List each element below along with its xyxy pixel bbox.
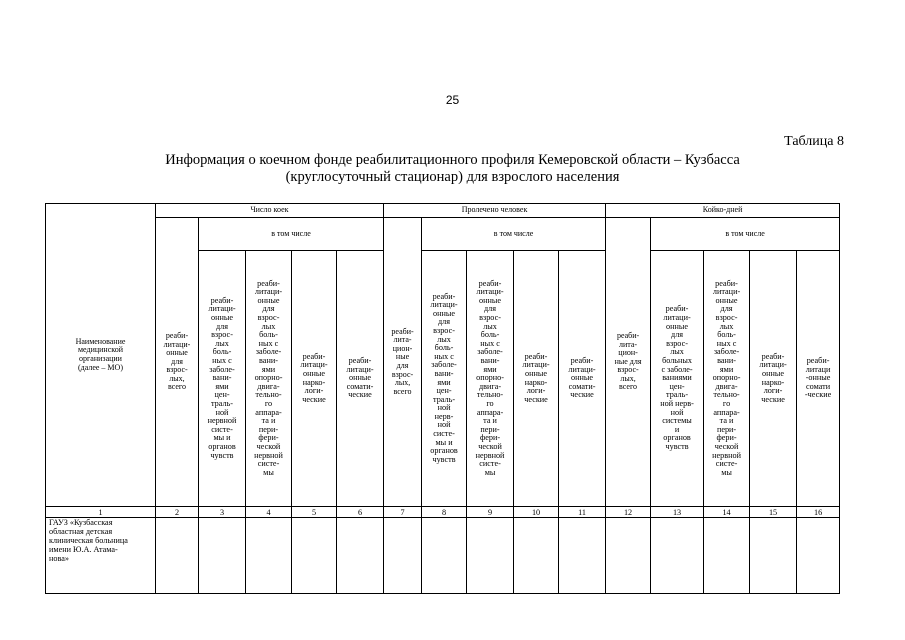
beds-including-label: в том числе — [199, 218, 384, 251]
beds-total-header: реаби- литаци- онные для взрос- лых, всего — [156, 218, 199, 507]
col-num: 4 — [246, 507, 292, 518]
data-cell — [704, 518, 750, 594]
data-cell — [292, 518, 337, 594]
table-row — [46, 518, 840, 594]
col-num: 16 — [797, 507, 840, 518]
col-num: 5 — [292, 507, 337, 518]
beds-musculoskeletal-header: реаби- литаци- онные для взрос- лых боль- ных с заболе- вани- ями опорно- двига- тельно- го аппара- та и пери- фери- ческой нервной систе- мы — [246, 251, 292, 507]
data-cell — [384, 518, 422, 594]
col-num: 3 — [199, 507, 246, 518]
treated-somatic-header: реаби- литаци- онные сомати- ческие — [559, 251, 606, 507]
col-num: 9 — [467, 507, 514, 518]
page-number: 25 — [445, 93, 460, 107]
treated-cns-header: реаби- литаци- онные для взрос- лых боль- ных с заболе- вани- ями цен- траль- ной нерв- ной систе- мы и органов чувств — [422, 251, 467, 507]
treated-narcological-header: реаби- литаци- онные нарко- логи- ческие — [514, 251, 559, 507]
header-org-name: Наименование медицинской организации (далее – МО) — [46, 204, 156, 507]
col-num: 7 — [384, 507, 422, 518]
bed-days-musculoskeletal-header: реаби- литаци- онные для взрос- лых боль- ных с заболе- вани- ями опорно- двига- тельно- го аппара- та и пери- фери- ческой нервной систе- мы — [704, 251, 750, 507]
data-cell — [337, 518, 384, 594]
col-num: 10 — [514, 507, 559, 518]
bed-days-narcological-header: реаби- литаци- онные нарко- логи- ческие — [750, 251, 797, 507]
table-title — [0, 152, 905, 186]
title-line-2: (круглосуточный стационар) для взрослого населения — [285, 169, 620, 185]
col-num: 2 — [156, 507, 199, 518]
col-num: 12 — [606, 507, 651, 518]
col-num: 13 — [651, 507, 704, 518]
data-cell — [156, 518, 199, 594]
col-num: 1 — [46, 507, 156, 518]
bed-days-somatic-header: реаби- литаци -онные сомати -ческие — [797, 251, 840, 507]
col-num: 8 — [422, 507, 467, 518]
data-cell — [750, 518, 797, 594]
data-cell — [651, 518, 704, 594]
data-cell — [797, 518, 840, 594]
data-cell — [606, 518, 651, 594]
col-num: 15 — [750, 507, 797, 518]
group-treated: Пролечено человек — [384, 204, 606, 218]
group-bed-days: Койко-дней — [606, 204, 840, 218]
bed-days-cns-header: реаби- литаци- онные для взрос- лых больных с заболе- ваниями цен- траль- ной нерв- ной системы и органов чувств — [651, 251, 704, 507]
data-cell — [422, 518, 467, 594]
beds-narcological-header: реаби- литаци- онные нарко- логи- ческие — [292, 251, 337, 507]
data-cell — [246, 518, 292, 594]
column-number-row — [46, 507, 840, 518]
treated-musculoskeletal-header: реаби- литаци- онные для взрос- лых боль- ных с заболе- вани- ями опорно- двига- тельно- го аппара- та и пери- фери- ческой нервной систе- мы — [467, 251, 514, 507]
beds-cns-header: реаби- литаци- онные для взрос- лых боль- ных с заболе- вани- ями цен- траль- ной нервной систе- мы и органов чувств — [199, 251, 246, 507]
col-num: 11 — [559, 507, 606, 518]
bed-fund-table — [45, 203, 840, 594]
group-beds: Число коек — [156, 204, 384, 218]
col-num: 14 — [704, 507, 750, 518]
data-cell — [467, 518, 514, 594]
table-label: Таблица 8 — [784, 134, 844, 149]
beds-somatic-header: реаби- литаци- онные сомати- ческие — [337, 251, 384, 507]
title-line-1: Информация о коечном фонде реабилитационного профиля Кемеровской области – Кузбасса — [165, 152, 740, 168]
header-row-groups — [46, 204, 840, 218]
treated-total-header: реаби- лита- цион- ные для взрос- лых, всего — [384, 218, 422, 507]
data-cell — [559, 518, 606, 594]
data-cell — [514, 518, 559, 594]
data-cell — [199, 518, 246, 594]
treated-including-label: в том числе — [422, 218, 606, 251]
header-row-sub — [46, 218, 840, 251]
bed-days-including-label: в том числе — [651, 218, 840, 251]
bed-days-total-header: реаби- лита- цион- ные для взрос- лых, всего — [606, 218, 651, 507]
org-name-cell: ГАУЗ «Кузбасская областная детская клиническая больница имени Ю.А. Атама- нова» — [46, 518, 156, 594]
col-num: 6 — [337, 507, 384, 518]
